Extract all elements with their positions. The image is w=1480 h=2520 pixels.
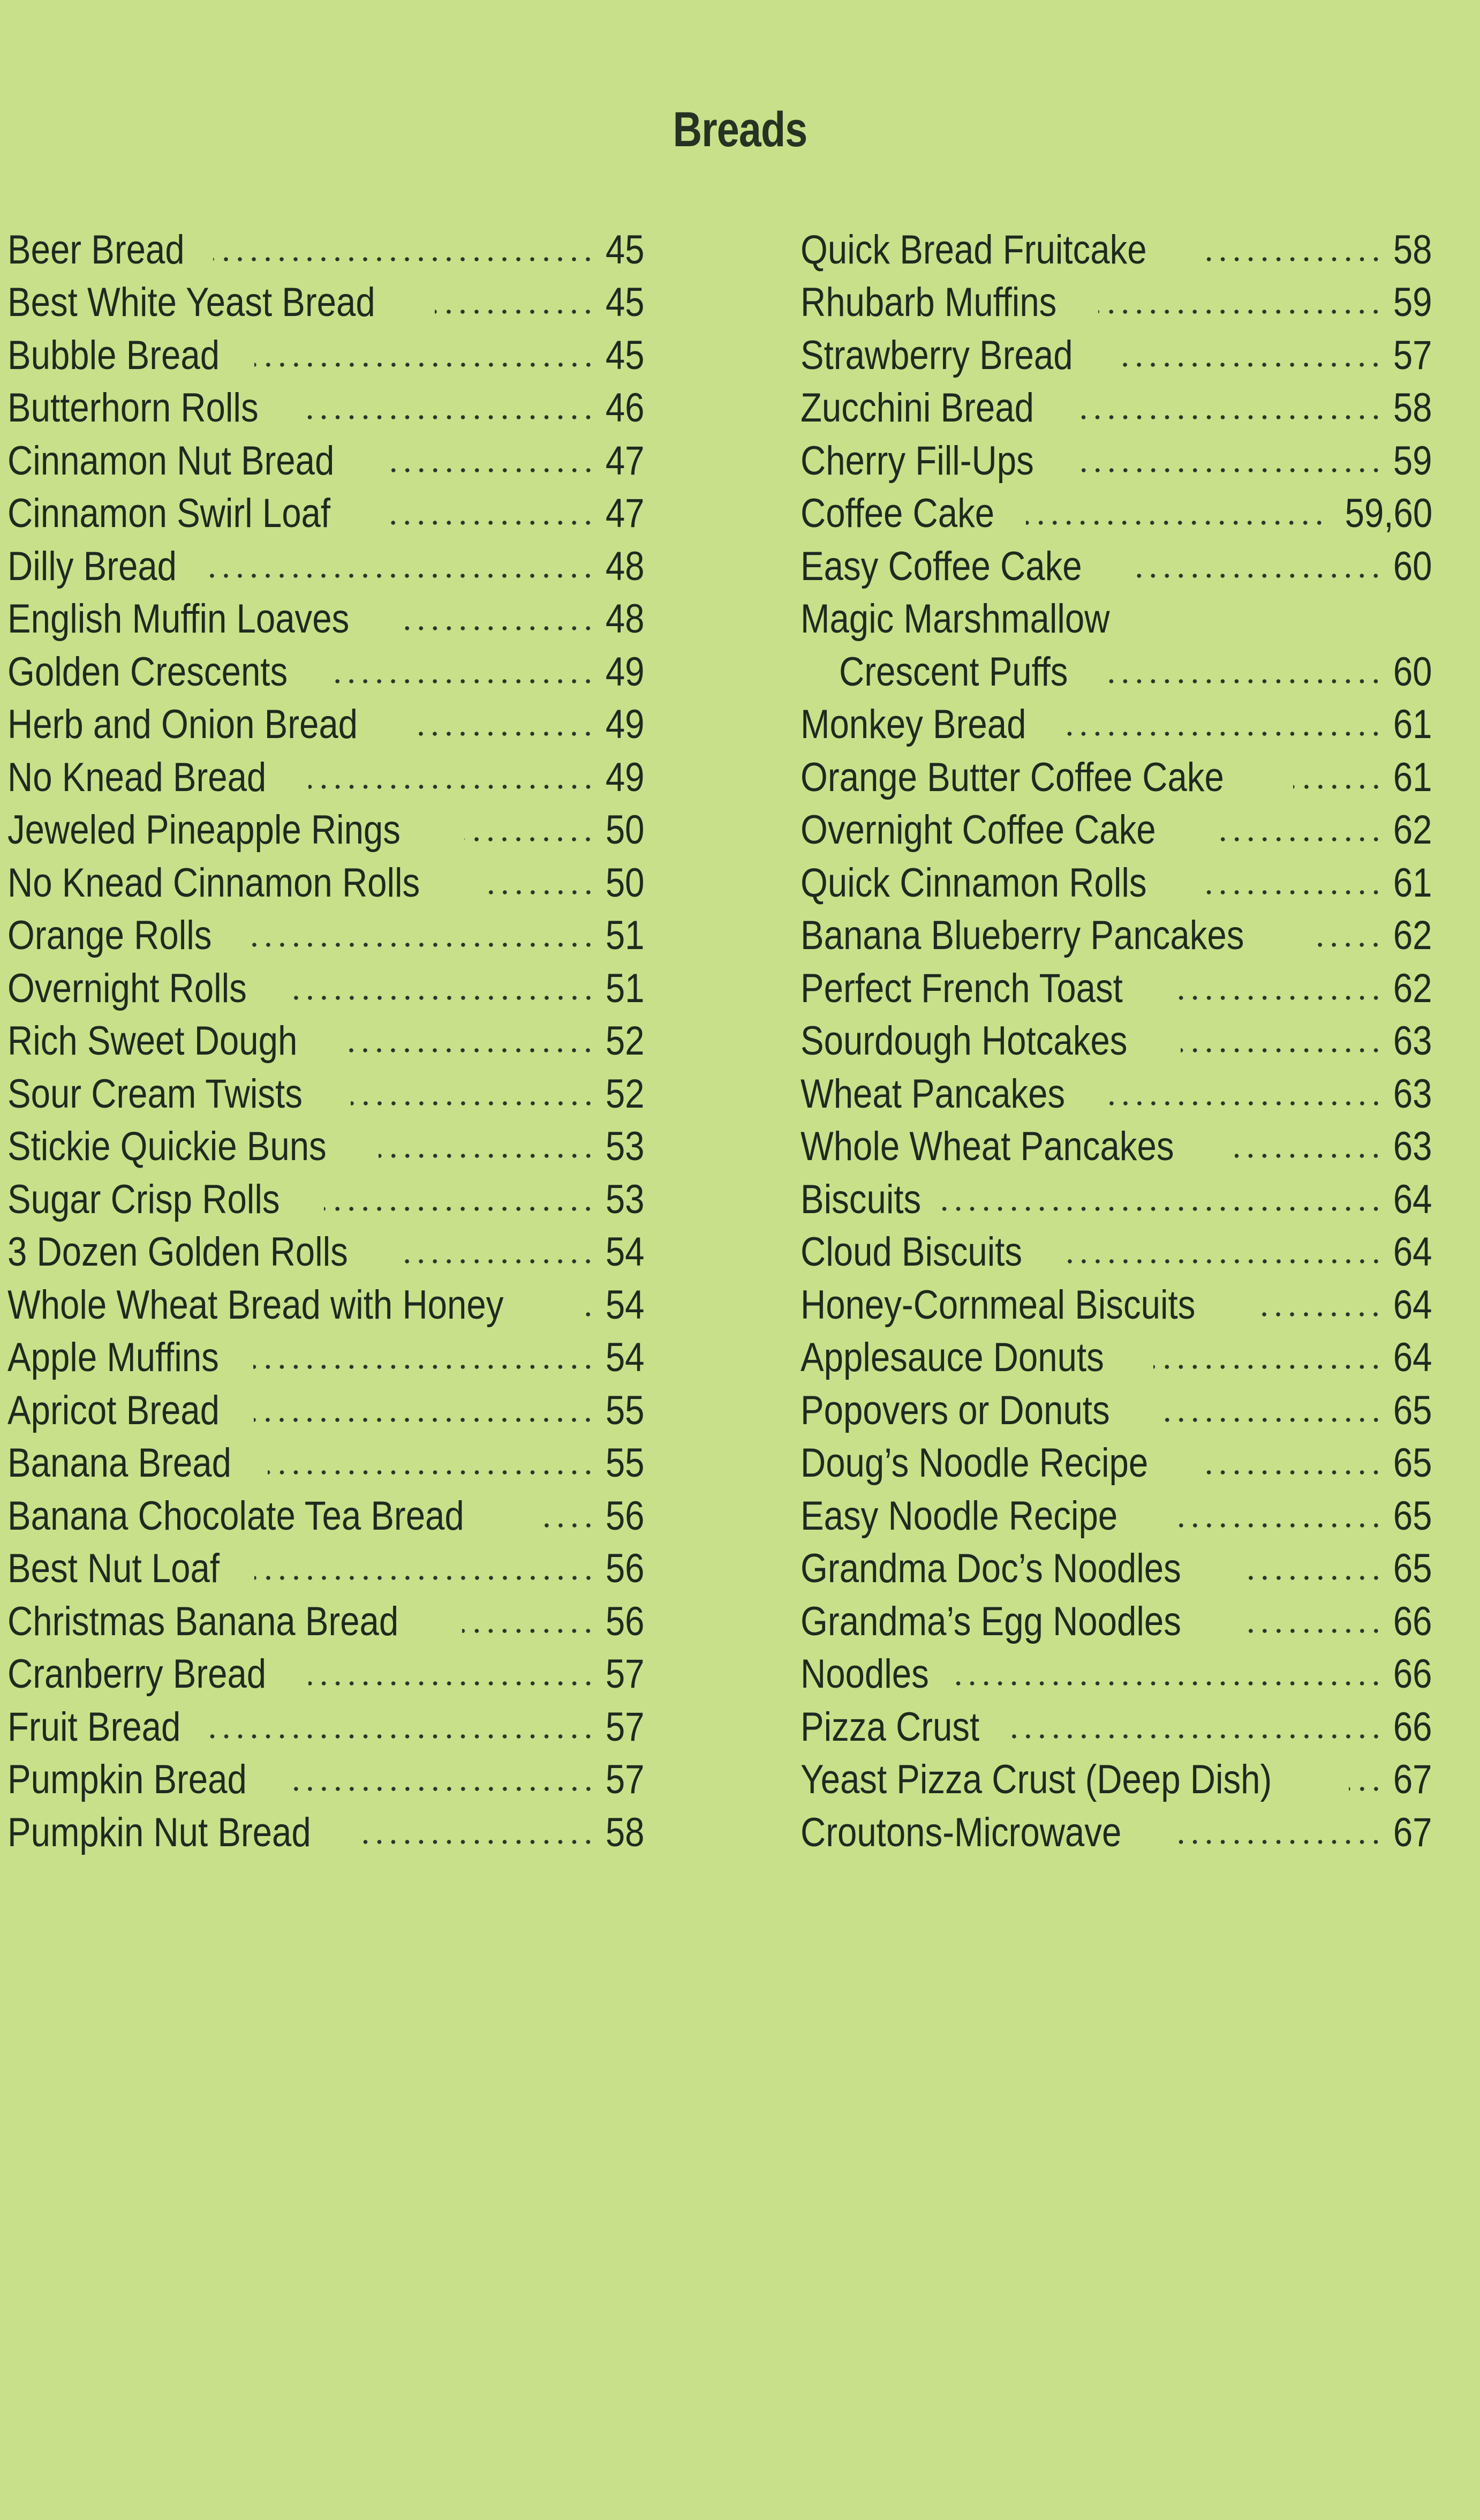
index-entry [801, 1431, 1432, 1484]
entry-name: Sourdough Hotcakes [801, 1018, 1128, 1064]
index-entry [801, 1326, 1432, 1379]
entry-name: Quick Bread Fruitcake [801, 227, 1147, 273]
entry-name: Zucchini Bread [801, 385, 1034, 431]
entry-name: Herb and Onion Bread [7, 702, 358, 747]
entry-name: Cinnamon Nut Bread [7, 438, 335, 484]
dot-leader [1169, 1522, 1383, 1529]
entry-name: Apple Muffins [7, 1335, 219, 1380]
entry-name: Easy Coffee Cake [801, 543, 1082, 589]
index-entry [7, 904, 645, 957]
index-column-right [801, 217, 1432, 1853]
index-entry [7, 1431, 645, 1484]
entry-page-number: 60 [1393, 543, 1432, 589]
entry-page-number: 59,60 [1345, 491, 1432, 536]
dot-leader [253, 1363, 595, 1371]
dot-leader [1059, 1258, 1383, 1265]
index-entry [7, 693, 645, 746]
entry-name: Crescent Puffs [839, 649, 1068, 695]
dot-leader [299, 413, 595, 421]
entry-page-number: 57 [606, 1651, 645, 1697]
entry-page-number: 65 [1393, 1546, 1432, 1591]
entry-page-number: 57 [606, 1757, 645, 1802]
index-entry [801, 640, 1432, 693]
index-entry [7, 376, 645, 429]
dot-leader [1181, 1047, 1383, 1054]
index-entry [7, 745, 645, 798]
index-entry [801, 851, 1432, 904]
entry-name: Jeweled Pineapple Rings [7, 807, 401, 853]
dot-leader [1072, 413, 1383, 421]
index-entry [7, 428, 645, 482]
entry-name: Fruit Bread [7, 1704, 181, 1750]
entry-name: Dilly Bread [7, 543, 177, 589]
entry-name: Banana Blueberry Pancakes [801, 913, 1244, 958]
dot-leader [1105, 678, 1383, 685]
index-entry [7, 956, 645, 1009]
entry-name: Banana Bread [7, 1440, 231, 1486]
entry-page-number: 45 [606, 227, 645, 273]
entry-name: Cranberry Bread [7, 1651, 267, 1697]
dot-leader [308, 1680, 595, 1687]
entry-page-number: 64 [1393, 1176, 1432, 1222]
entry-name: Biscuits [801, 1176, 922, 1222]
entry-page-number: 59 [1393, 280, 1432, 325]
entry-page-number: 56 [606, 1546, 645, 1591]
entry-name: Rhubarb Muffins [801, 280, 1057, 325]
entry-page-number: 46 [606, 385, 645, 431]
index-entry [7, 1062, 645, 1115]
entry-name: Best White Yeast Bread [7, 280, 375, 325]
index-entry [7, 1167, 645, 1220]
index-entry [7, 640, 645, 693]
entry-name: Yeast Pizza Crust (Deep Dish) [801, 1757, 1272, 1802]
dot-leader [268, 1469, 595, 1476]
entry-page-number: 52 [606, 1071, 645, 1117]
dot-leader [1259, 1311, 1383, 1318]
entry-name: Beer Bread [7, 227, 185, 273]
dot-leader [539, 1522, 595, 1529]
dot-leader [1205, 1469, 1383, 1476]
dot-leader [308, 783, 595, 791]
entry-name: Honey-Cornmeal Biscuits [801, 1282, 1196, 1328]
entry-page-number: 54 [606, 1282, 645, 1328]
entry-page-number: 66 [1393, 1598, 1432, 1644]
entry-page-number: 60 [1393, 649, 1432, 695]
entry-name: Easy Noodle Recipe [801, 1493, 1118, 1539]
entry-name: Coffee Cake [801, 491, 995, 536]
entry-page-number: 55 [606, 1440, 645, 1486]
index-entry [801, 1695, 1432, 1748]
entry-name: Grandma Doc’s Noodles [801, 1546, 1181, 1591]
index-entry [7, 270, 645, 324]
dot-leader [1293, 783, 1383, 791]
entry-name: No Knead Bread [7, 754, 267, 800]
index-entry [801, 956, 1432, 1009]
dot-leader [1098, 308, 1383, 315]
entry-page-number: 49 [606, 649, 645, 695]
index-entry [801, 428, 1432, 482]
index-entry [7, 851, 645, 904]
index-entry [801, 1748, 1432, 1801]
entry-name: Bubble Bread [7, 332, 220, 378]
index-entry [801, 482, 1432, 535]
entry-page-number: 49 [606, 754, 645, 800]
index-entry [801, 217, 1432, 273]
entry-page-number: 66 [1393, 1704, 1432, 1750]
entry-name: Wheat Pancakes [801, 1071, 1066, 1117]
entry-page-number: 67 [1393, 1757, 1432, 1802]
entry-name: Overnight Rolls [7, 965, 247, 1011]
entry-name: Golden Crescents [7, 649, 288, 695]
entry-name: Orange Butter Coffee Cake [801, 754, 1224, 800]
entry-page-number: 53 [606, 1124, 645, 1169]
index-entry [801, 798, 1432, 851]
dot-leader [1026, 519, 1326, 526]
entry-name: Pumpkin Nut Bread [7, 1809, 311, 1855]
dot-leader [1174, 1838, 1383, 1846]
dot-leader [1316, 941, 1383, 949]
dot-leader [1203, 255, 1383, 263]
index-entry [801, 1589, 1432, 1642]
entry-page-number: 62 [1393, 965, 1432, 1011]
entry-page-number: 65 [1393, 1440, 1432, 1486]
dot-leader [245, 941, 595, 949]
dot-leader [388, 467, 595, 474]
entry-page-number: 47 [606, 438, 645, 484]
index-entry [801, 1642, 1432, 1695]
dot-leader [286, 994, 595, 1002]
dot-leader [254, 1574, 595, 1582]
entry-name: Banana Chocolate Tea Bread [7, 1493, 464, 1539]
entry-page-number: 64 [1393, 1229, 1432, 1275]
entry-page-number: 50 [606, 860, 645, 906]
entry-page-number: 56 [606, 1598, 645, 1644]
entry-name: Doug’s Noodle Recipe [801, 1440, 1149, 1486]
dot-leader [1128, 572, 1383, 580]
index-entry [801, 1273, 1432, 1326]
entry-page-number: 49 [606, 702, 645, 747]
entry-name: Pizza Crust [801, 1704, 980, 1750]
dot-leader [464, 836, 595, 843]
dot-leader [487, 889, 595, 896]
index-entry [7, 1220, 645, 1273]
entry-name: 3 Dozen Golden Rolls [7, 1229, 348, 1275]
dot-leader [213, 255, 595, 263]
index-entry [7, 798, 645, 851]
entry-name: Monkey Bread [801, 702, 1026, 747]
dot-leader [950, 1680, 1383, 1687]
entry-name: Applesauce Donuts [801, 1335, 1104, 1380]
entry-page-number: 53 [606, 1176, 645, 1222]
entry-page-number: 64 [1393, 1335, 1432, 1380]
entry-name: Cinnamon Swirl Loaf [7, 491, 331, 536]
dot-leader [1117, 361, 1383, 368]
dot-leader [1108, 1100, 1383, 1107]
entry-page-number: 48 [606, 543, 645, 589]
entry-name: Grandma’s Egg Noodles [801, 1598, 1181, 1644]
entry-name: Perfect French Toast [801, 965, 1123, 1011]
index-entry [801, 1378, 1432, 1431]
entry-page-number: 63 [1393, 1071, 1432, 1117]
index-entry [7, 1800, 645, 1853]
dot-leader [462, 1627, 595, 1635]
entry-name: Cherry Fill-Ups [801, 438, 1034, 484]
entry-name: Sugar Crisp Rolls [7, 1176, 280, 1222]
dot-leader [941, 1205, 1383, 1213]
index-entry [801, 1800, 1432, 1853]
index-entry [801, 587, 1432, 640]
dot-leader [254, 1416, 595, 1424]
index-entry [7, 1748, 645, 1801]
index-entry [801, 1009, 1432, 1062]
entry-page-number: 58 [1393, 385, 1432, 431]
index-entry [7, 1009, 645, 1062]
entry-page-number: 65 [1393, 1493, 1432, 1539]
dot-leader [324, 1205, 595, 1213]
entry-name: Magic Marshmallow [801, 596, 1110, 642]
entry-name: Croutons-Microwave [801, 1809, 1122, 1855]
entry-name: Quick Cinnamon Rolls [801, 860, 1147, 906]
entry-page-number: 48 [606, 596, 645, 642]
dot-leader [1214, 836, 1383, 843]
index-entry [7, 1378, 645, 1431]
dot-leader [1160, 1416, 1383, 1424]
dot-leader [1063, 730, 1383, 738]
entry-page-number: 45 [606, 280, 645, 325]
dot-leader [405, 625, 595, 632]
entry-page-number: 63 [1393, 1124, 1432, 1169]
page-title: Breads [673, 102, 807, 157]
dot-leader [286, 1785, 595, 1793]
entry-name: Popovers or Donuts [801, 1387, 1110, 1433]
index-entry [7, 1537, 645, 1590]
index-entry [801, 745, 1432, 798]
entry-page-number: 57 [606, 1704, 645, 1750]
entry-page-number: 59 [1393, 438, 1432, 484]
index-entry [801, 693, 1432, 746]
entry-page-number: 64 [1393, 1282, 1432, 1328]
dot-leader [1175, 994, 1383, 1002]
entry-name: Rich Sweet Dough [7, 1018, 298, 1064]
entry-page-number: 62 [1393, 807, 1432, 853]
index-entry [801, 1537, 1432, 1590]
entry-page-number: 61 [1393, 702, 1432, 747]
entry-page-number: 66 [1393, 1651, 1432, 1697]
entry-name: English Muffin Loaves [7, 596, 350, 642]
dot-leader [1072, 467, 1383, 474]
entry-page-number: 50 [606, 807, 645, 853]
dot-leader [351, 1100, 595, 1107]
dot-leader [1235, 1152, 1383, 1160]
dot-leader [383, 519, 595, 526]
entry-page-number: 56 [606, 1493, 645, 1539]
entry-name: Christmas Banana Bread [7, 1598, 399, 1644]
dot-leader [1243, 1574, 1383, 1582]
entry-name: Stickie Quickie Buns [7, 1124, 327, 1169]
index-entry [801, 270, 1432, 324]
dot-leader [403, 1258, 595, 1265]
dot-leader [435, 308, 595, 315]
entry-name: Orange Rolls [7, 913, 212, 958]
index-entry [7, 534, 645, 587]
dot-leader [344, 1047, 595, 1054]
index-entry [7, 217, 645, 273]
entry-name: Apricot Bread [7, 1387, 220, 1433]
entry-name: Noodles [801, 1651, 929, 1697]
index-entry [801, 904, 1432, 957]
index-entry [7, 587, 645, 640]
entry-name: No Knead Cinnamon Rolls [7, 860, 420, 906]
entry-page-number: 45 [606, 332, 645, 378]
entry-name: Whole Wheat Bread with Honey [7, 1282, 504, 1328]
entry-name: Strawberry Bread [801, 332, 1073, 378]
dot-leader [1203, 889, 1383, 896]
dot-leader [1153, 1363, 1383, 1371]
index-column-left [7, 217, 645, 1853]
index-entry [7, 1695, 645, 1748]
index-entry [7, 1589, 645, 1642]
dot-leader [379, 1152, 595, 1160]
dot-leader [209, 1733, 595, 1740]
index-entry [7, 1115, 645, 1168]
entry-page-number: 61 [1393, 860, 1432, 906]
dot-leader [254, 361, 595, 368]
entry-page-number: 63 [1393, 1018, 1432, 1064]
index-entry [7, 1273, 645, 1326]
entry-name: Best Nut Loaf [7, 1546, 220, 1591]
entry-page-number: 54 [606, 1229, 645, 1275]
dot-leader [1009, 1733, 1383, 1740]
index-entry [7, 482, 645, 535]
dot-leader [1243, 1627, 1383, 1635]
index-entry [801, 323, 1432, 376]
index-entry [7, 1326, 645, 1379]
dot-leader [360, 1838, 595, 1846]
entry-page-number: 51 [606, 913, 645, 958]
entry-name: Pumpkin Bread [7, 1757, 247, 1802]
entry-name: Sour Cream Twists [7, 1071, 303, 1117]
entry-name: Butterhorn Rolls [7, 385, 259, 431]
entry-page-number: 65 [1393, 1387, 1432, 1433]
index-entry [801, 376, 1432, 429]
entry-page-number: 58 [606, 1809, 645, 1855]
dot-leader [204, 572, 595, 580]
index-entry [7, 1642, 645, 1695]
index-entry [801, 1484, 1432, 1537]
entry-name: Overnight Coffee Cake [801, 807, 1156, 853]
dot-leader [584, 1311, 595, 1318]
entry-page-number: 57 [1393, 332, 1432, 378]
entry-page-number: 55 [606, 1387, 645, 1433]
entry-page-number: 67 [1393, 1809, 1432, 1855]
index-entry [7, 323, 645, 376]
index-entry [801, 1062, 1432, 1115]
entry-page-number: 47 [606, 491, 645, 536]
index-entry [801, 1220, 1432, 1273]
entry-name: Whole Wheat Pancakes [801, 1124, 1174, 1169]
dot-leader [1349, 1785, 1383, 1793]
entry-page-number: 51 [606, 965, 645, 1011]
index-entry [801, 534, 1432, 587]
entry-page-number: 52 [606, 1018, 645, 1064]
entry-name: Cloud Biscuits [801, 1229, 1023, 1275]
entry-page-number: 62 [1393, 913, 1432, 958]
dot-leader [333, 678, 595, 685]
entry-page-number: 58 [1393, 227, 1432, 273]
entry-page-number: 54 [606, 1335, 645, 1380]
dot-leader [414, 730, 595, 738]
index-entry [7, 1484, 645, 1537]
index-entry [801, 1115, 1432, 1168]
index-entry [801, 1167, 1432, 1220]
entry-page-number: 61 [1393, 754, 1432, 800]
